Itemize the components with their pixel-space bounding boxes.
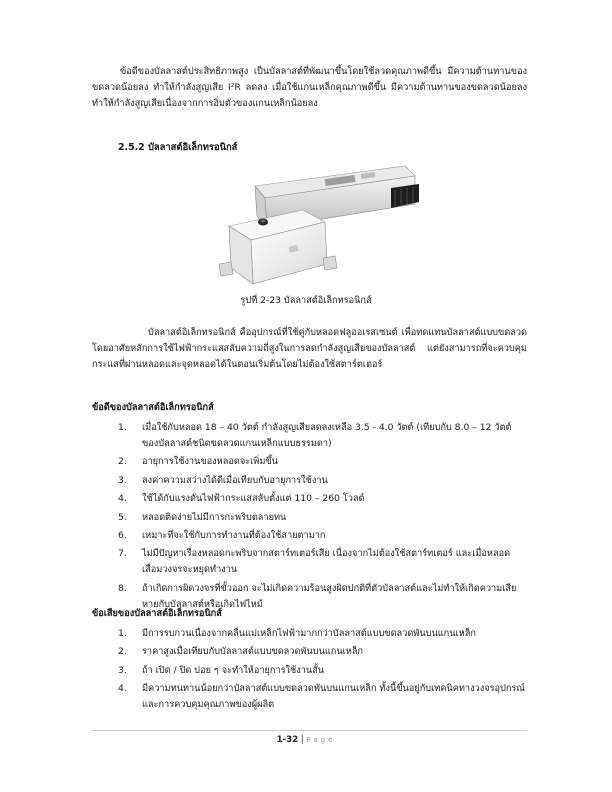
list-item: 1. มีการรบกวนเนื่องจากคลื่นแม่เหล็กไฟฟ้ามากกว่าบัลลาสต์แบบขดลวดพันบนแกนเหล็ก [118,628,476,639]
advantages-title: ข้อดีของบัลลาสต์อิเล็กทรอนิกส์ [92,402,214,413]
page-number: 1-32 [276,735,299,745]
footer-separator: | [300,735,304,745]
intro-paragraph: ข้อดีของบัลลาสต์ประสิทธิภาพสูง เป็นบัลลาสต์ที่พัฒนาขึ้นโดยใช้ลวดคุณภาพดีขึ้น มีความต้านทานของขดลวดน้อยลง ทำให้กำลังสูญเสีย I²R ลดลง เมื่อใช้แกนเหล็กคุณภาพดีขึ้น มีความต้านทานของขดลวดน้อยลง ทำให้กำลังสูญเสียเนื่องจากการอิ่มตัวของแกนเหล็กน้อยลง [92,66,527,109]
list-item: 4. ใช้ได้กับแรงดันไฟฟ้ากระแสสลับตั้งแต่ 110 – 260 โวลต์ [118,493,365,505]
page-label: Page [306,736,336,744]
list-item: 1. เมื่อใช้กับหลอด 18 – 40 วัตต์ กำลังสูญเสียลดลงเหลือ 3.5 - 4.0 วัตต์ (เทียบกับ 8.0 – 12 วัตต์ ของบัลลาสต์ชนิดขดลวดแกนเหล็กแบบธรรมดา) [118,422,512,449]
list-item: 3. ลงค่าความสว่างได้ดีเมื่อเทียบกับอายุการใช้งาน [118,474,328,486]
page-footer [0,735,612,745]
disadvantages-list [92,626,527,716]
list-item: 4. มีความทนทานน้อยกว่าบัลลาสต์แบบขดลวดพันบนแกนเหล็ก ทั้งนี้ขึ้นอยู่กับเทคนิคทางวงจรอุปกรณ์ และการควบคุมคุณภาพของผู้ผลิต [118,683,525,711]
ballast-figure [215,164,420,292]
description-paragraph: บัลลาสต์อิเล็กทรอนิกส์ คืออุปกรณ์ที่ใช้คู่กับหลอดฟลูออเรสเซนต์ เพื่อทดแทนบัลลาสต์แบบขดลวดโดยอาศัยหลักการใช้ไฟฟ้ากระแสสลับความถี่สูงในการลดกำลังสูญเสียของบัลลาสต์ แต่ยังสามารถที่จะควบคุมกระแสที่ผ่านหลอดและจุดหลอดได้ในตอนเริ่มต้นโดยไม่ต้องใช้สตาร์ตเตอร์ [92,327,527,370]
list-item: 3. ถ้า เปิด / ปิด บ่อย ๆ จะทำให้อายุการใช้งานสั้น [118,664,325,676]
list-item: 2. ราคาสูงเมื่อเทียบกับบัลลาสต์แบบขดลวดพันบนแกนเหล็ก [118,646,364,658]
list-item: 5. หลอดติดง่ายไม่มีการกะพริบตลายทน [118,511,287,523]
list-item: 8. ถ้าเกิดการผิดวงจรที่ขั้วออก จะไม่เกิดความร้อนสูงผิดปกติที่ตัวบัลลาสต์และไม่ทำให้เกิดความเสียหายกับบัลลาสต์หรือเกิดไฟไหม้ [118,582,517,610]
list-item: 2. อายุการใช้งานของหลอดจะเพิ่มขึ้น [118,456,278,468]
figure-caption: รูปที่ 2-23 บัลลาสต์อิเล็กทรอนิกส์ [240,295,372,306]
disadvantages-title: ข้อเสียของบัลลาสต์อิเล็กทรอนิกส์ [92,608,222,619]
section-heading: 2.5.2 บัลลาสต์อิเล็กทรอนิกส์ [118,142,238,153]
electronic-ballast-photo [215,164,420,292]
list-item: 6. เหมาะที่จะใช้กับการทำงานที่ต้องใช้สายตามาก [118,529,326,541]
list-item: 7. ไม่มีปัญหาเรื่องหลอดกะพริบจากสตาร์ทเตอร์เสีย เนื่องจากไม่ต้องใช้สตาร์ทเตอร์ และเมื่อหลอดเสื่อมวงจรจะหยุดทำงาน [118,548,511,576]
footer-divider [92,730,527,731]
advantages-list [92,420,527,615]
